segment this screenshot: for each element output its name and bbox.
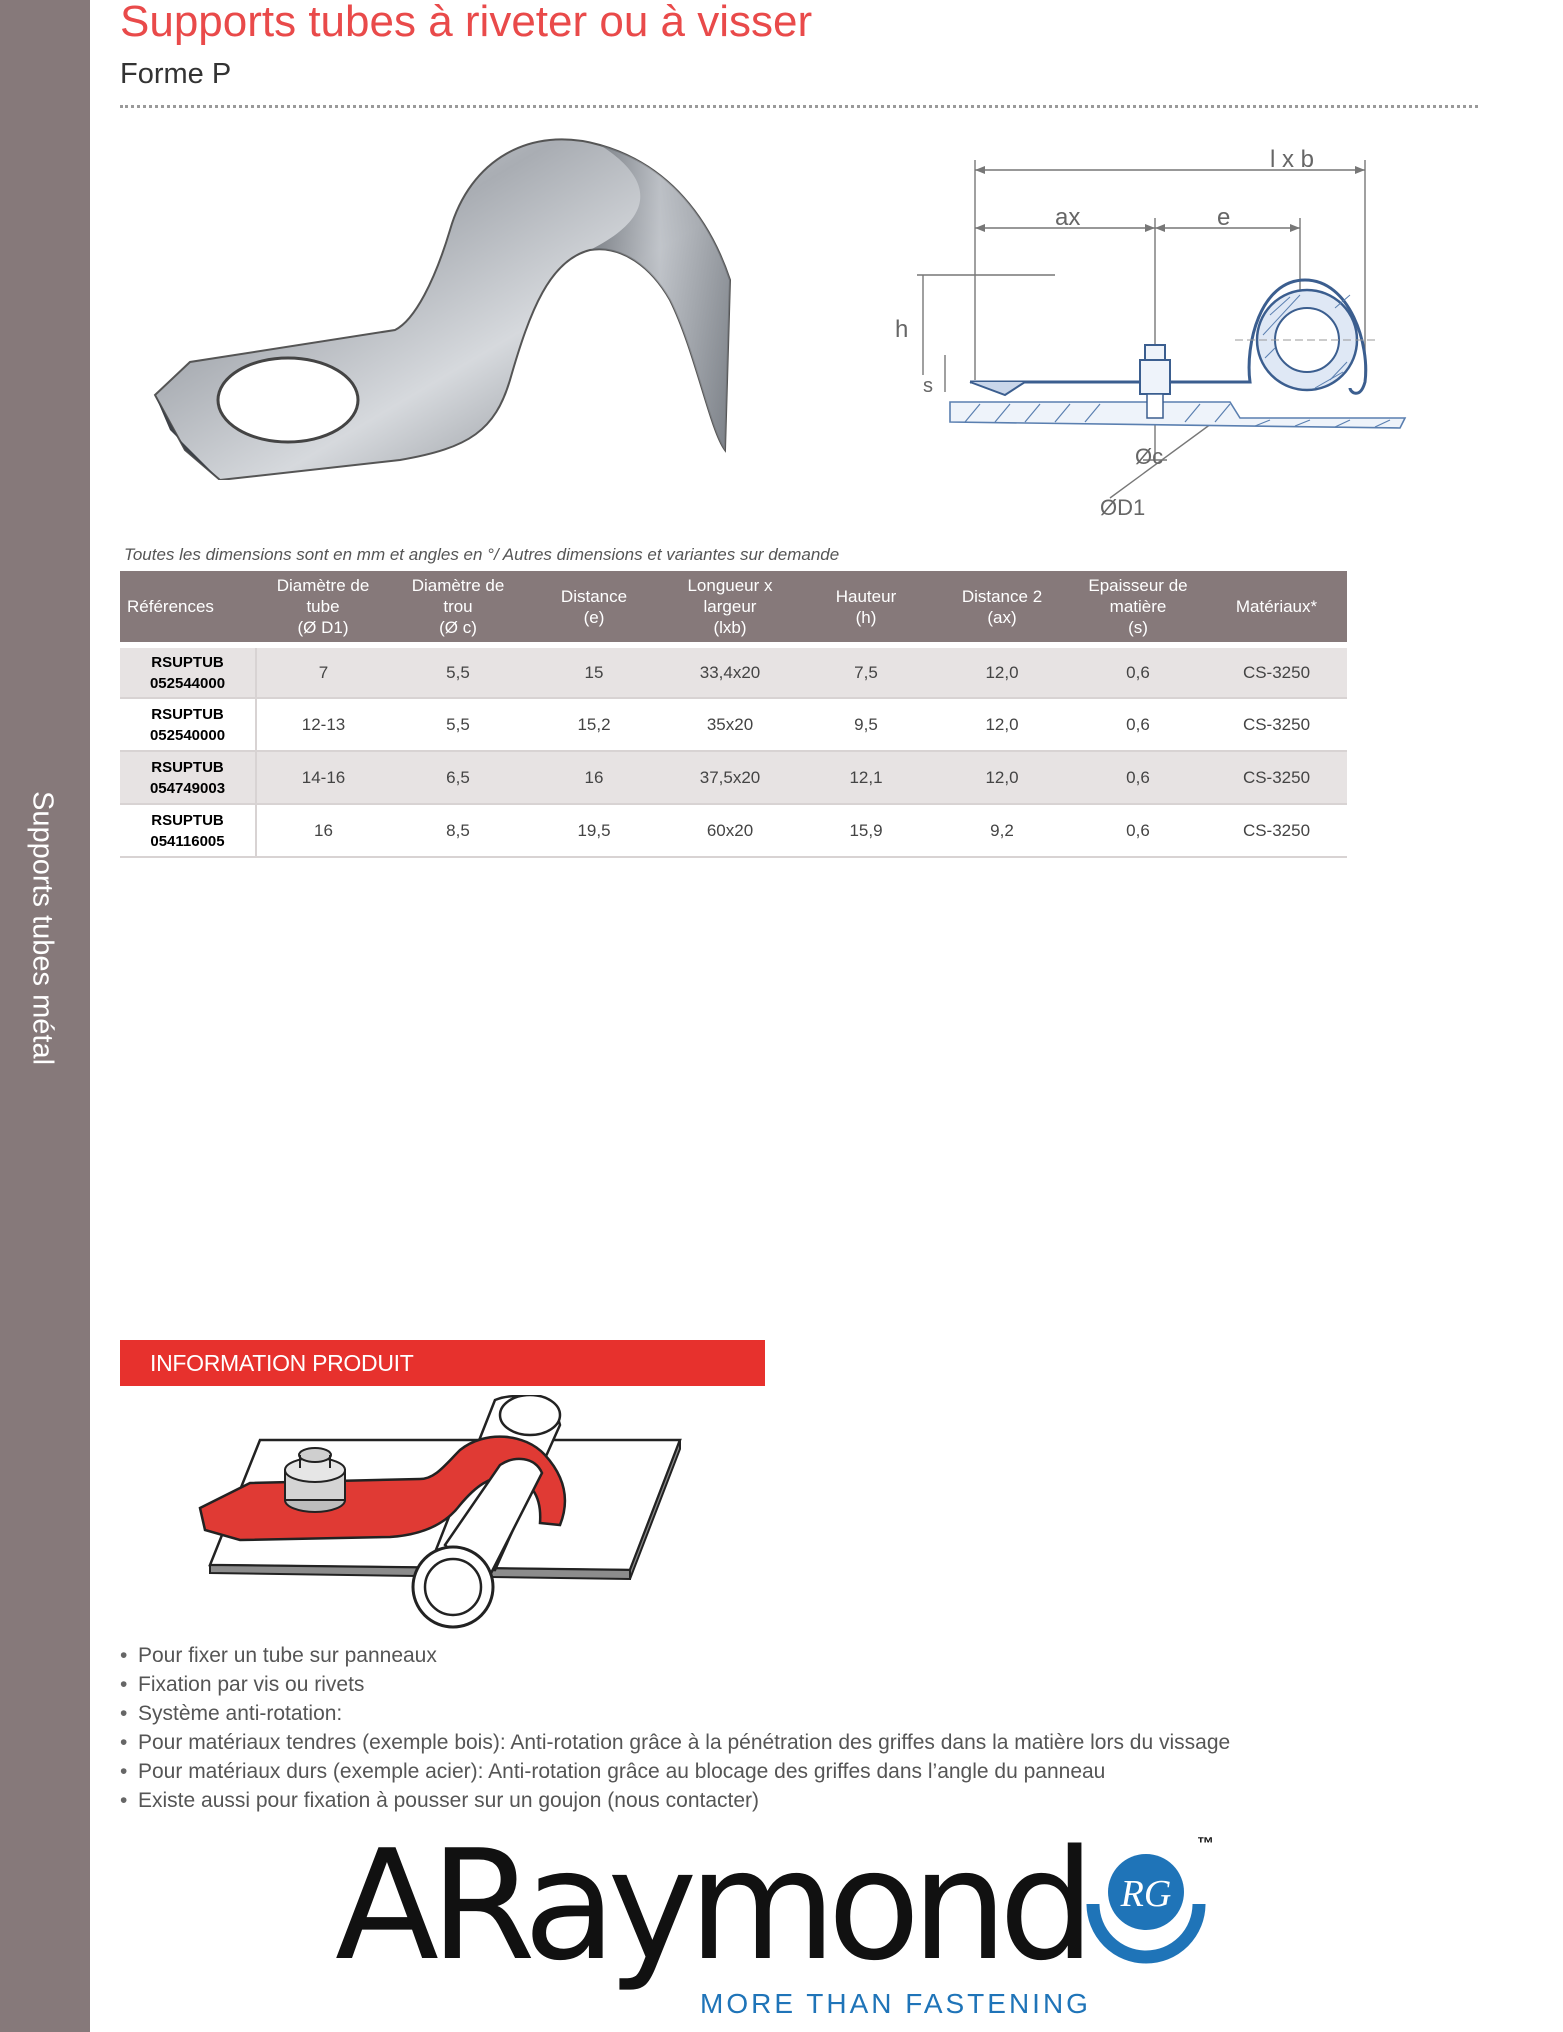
product-photo (150, 130, 780, 480)
mounting-illustration (190, 1395, 710, 1635)
cell-s: 0,6 (1070, 751, 1206, 804)
page-title: Supports tubes à riveter ou à visser (120, 0, 813, 46)
technical-drawing (895, 130, 1415, 530)
cell-lxb: 37,5x20 (662, 751, 798, 804)
list-item: • Pour matériaux durs (exemple acier): Anti-rotation grâce au blocage des griffes dans l’angle du panneau (120, 1760, 1106, 1783)
cell-ref: RSUPTUB 054749003 (120, 751, 256, 804)
cell-lxb: 60x20 (662, 804, 798, 857)
header-mat: Matériaux* (1206, 571, 1347, 645)
cell-e: 16 (526, 751, 662, 804)
table-row (120, 698, 1347, 751)
cell-e: 19,5 (526, 804, 662, 857)
spec-table (120, 571, 1347, 858)
cell-h: 7,5 (798, 645, 934, 698)
cell-ax: 9,2 (934, 804, 1070, 857)
feature-list (120, 1641, 1230, 1815)
cell-ref: RSUPTUB 052540000 (120, 698, 256, 751)
info-banner-label: INFORMATION PRODUIT (150, 1350, 414, 1376)
sidebar-title: Supports tubes métal (26, 790, 59, 1066)
header-c: Diamètre de trou (Ø c) (390, 571, 526, 645)
cell-c: 5,5 (390, 698, 526, 751)
cell-ax: 12,0 (934, 698, 1070, 751)
cell-lxb: 33,4x20 (662, 645, 798, 698)
cell-s: 0,6 (1070, 804, 1206, 857)
cell-h: 12,1 (798, 751, 934, 804)
info-banner (120, 1340, 765, 1386)
title-divider (120, 105, 1478, 108)
cell-mat: CS-3250 (1206, 645, 1347, 698)
header-h: Hauteur (h) (798, 571, 934, 645)
list-item: • Fixation par vis ou rivets (120, 1673, 365, 1696)
cell-s: 0,6 (1070, 698, 1206, 751)
cell-mat: CS-3250 (1206, 751, 1347, 804)
header-ref: Références (120, 571, 256, 645)
table-row (120, 645, 1347, 698)
cell-lxb: 35x20 (662, 698, 798, 751)
table-row (120, 804, 1347, 857)
header-s: Epaisseur de matière (s) (1070, 571, 1206, 645)
header-ax: Distance 2 (ax) (934, 571, 1070, 645)
header-d1: Diamètre de tube (Ø D1) (256, 571, 390, 645)
logo-tm: ™ (1197, 1834, 1214, 1853)
logo-mark-text: RG (1120, 1873, 1172, 1915)
cell-d1: 14-16 (256, 751, 390, 804)
dimensions-note: Toutes les dimensions sont en mm et angles en °/ Autres dimensions et variantes sur demande (124, 545, 840, 564)
label-od1: ØD1 (1100, 495, 1146, 520)
label-lxb: l x b (1270, 146, 1315, 173)
cell-d1: 7 (256, 645, 390, 698)
cell-mat: CS-3250 (1206, 698, 1347, 751)
cell-h: 9,5 (798, 698, 934, 751)
page-subtitle: Forme P (120, 58, 232, 90)
rg-logo-icon (1085, 1842, 1207, 1964)
cell-ax: 12,0 (934, 645, 1070, 698)
table-header-row (120, 571, 1347, 645)
logo-tagline: MORE THAN FASTENING (700, 1988, 1091, 2019)
cell-ax: 12,0 (934, 751, 1070, 804)
logo-wordmark: ARaymond (335, 1817, 1087, 1994)
list-item: • Existe aussi pour fixation à pousser sur un goujon (nous contacter) (120, 1789, 760, 1812)
cell-c: 6,5 (390, 751, 526, 804)
cell-d1: 12-13 (256, 698, 390, 751)
cell-s: 0,6 (1070, 645, 1206, 698)
header-lxb: Longueur x largeur (lxb) (662, 571, 798, 645)
cell-c: 8,5 (390, 804, 526, 857)
cell-ref: RSUPTUB 052544000 (120, 645, 256, 698)
label-oc: Øc (1135, 444, 1164, 469)
araymond-logo (335, 1817, 1225, 2030)
list-item: • Pour matériaux tendres (exemple bois): Anti-rotation grâce à la pénétration des griffes dans la matière lors du vissage (120, 1731, 1231, 1754)
header-e: Distance (e) (526, 571, 662, 645)
list-item: • Pour fixer un tube sur panneaux (120, 1644, 437, 1667)
label-ax: ax (1055, 204, 1081, 231)
label-s: s (923, 375, 933, 397)
list-item: • Système anti-rotation: (120, 1702, 343, 1725)
table-row (120, 751, 1347, 804)
cell-ref: RSUPTUB 054116005 (120, 804, 256, 857)
cell-e: 15,2 (526, 698, 662, 751)
cell-h: 15,9 (798, 804, 934, 857)
cell-mat: CS-3250 (1206, 804, 1347, 857)
cell-e: 15 (526, 645, 662, 698)
cell-d1: 16 (256, 804, 390, 857)
cell-c: 5,5 (390, 645, 526, 698)
label-h: h (895, 316, 909, 343)
label-e: e (1217, 204, 1231, 231)
